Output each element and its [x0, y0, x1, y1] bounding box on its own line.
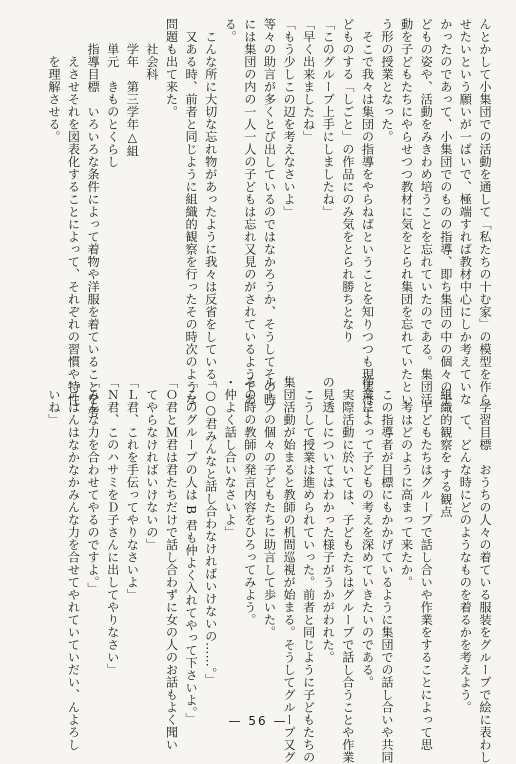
- text-line: 指導目標 いろいろな条件によって着物や洋服を着ていることを考: [86, 18, 101, 418]
- text-line: 「みんな力を合わせてやるのですよ。」: [86, 376, 101, 595]
- text-line: る。: [223, 18, 238, 43]
- text-line: 組織的観察を する観点: [438, 376, 453, 518]
- text-line: どもの姿や、活動をみきわめ培うことを忘れていたのである。集団活: [419, 18, 434, 406]
- text-line: て、どんな時にどのようなものを着るかを考えよう。: [458, 376, 473, 714]
- text-line: かったのであって、小集団でのものの指導、即ち集団の中の個々の子: [438, 18, 453, 406]
- text-line: 学年 第三学年△組: [125, 18, 140, 158]
- text-line: どものする「しごと」の作品にのみ気をとられ勝ちとなり: [340, 18, 355, 343]
- text-line: 「○○君みんなと話し合わなければいけないの……。」: [203, 376, 218, 686]
- text-line: 子どもたちはグループで話し合いや作業をすることによって思: [419, 376, 434, 751]
- text-line: こうして授業は進められていった。前者と同じように子どもたちの: [301, 376, 316, 764]
- text-line: ループの個々の子どもたちに助言して歩いた。: [262, 376, 277, 639]
- text-line: 「このグループの人は B 君も仲よく入れてやって下さいよ。」: [184, 376, 199, 726]
- text-line: 「このグループ上手にしましたね」: [321, 18, 336, 218]
- text-line: 考はどのように高まって来たか。: [399, 376, 414, 589]
- text-line: 又ある時、前者と同じように組織的観察を行ったその時次のような: [184, 18, 199, 406]
- text-line: いね」: [46, 376, 61, 426]
- text-line: 「Ｎ君、このハサミをＤ子さんに出してやりなさい」: [105, 376, 120, 676]
- text-line: には集団の内の一人一人の子どもは忘れ又見のがされているようであ: [242, 18, 257, 406]
- text-line: 等々の助言が多くとび出しているのではなかろうか、そうしてその時: [262, 18, 277, 406]
- text-line: 集団活動が始まると教師の机間巡視が始まる。そうしてグループ又グ: [282, 376, 297, 764]
- text-line: 「Ｌ君、これを手伝ってやりなさいよ」: [125, 376, 140, 601]
- text-line: こんな所に大切な忘れ物があったように我々は反省をしている。: [203, 18, 218, 393]
- text-line: てやらなければいけないの」: [144, 376, 159, 551]
- text-line: せたいという願いが一ぱいで、極端すれば教材中心にしか考えていな: [458, 18, 473, 406]
- text-line: えさせそれを図表化することによって、それぞれの習慣や特性: [66, 18, 81, 406]
- text-line: 学習目標 おうちの人々の着ている服装をグループで絵に表わし: [478, 376, 492, 764]
- text-line: 実際活動に於いては、子どもたちはグループで話し合うことや作業: [340, 376, 355, 764]
- text-line: 単元 きものとくらし: [105, 18, 120, 168]
- text-line: 「もう少しこの辺を考えなさいよ」: [282, 18, 297, 218]
- text-line: う形の授業となった。: [380, 18, 395, 143]
- text-line: 「ニはんはなかなかみんな力を合せてやれていていだい、んよろし: [66, 376, 81, 751]
- text-line: んとかして小集団での活動を通して「私たちの十む家」の模型を作ら: [478, 18, 492, 406]
- text-line: 動を子どもたちにやらせつつ教材に気をとられ集団を忘れていたとい: [399, 18, 414, 406]
- text-line: を理解させる。: [46, 18, 61, 143]
- text-line: そこで我々は集団の指導をやらねばということを知りつつも現実は子: [360, 18, 375, 418]
- text-line: の見透しについてはわかった様子がうかがわれた。: [321, 376, 336, 664]
- page-number: — 56 —: [228, 714, 288, 728]
- text-line: 「Ｏ君とＭ君は君たちだけで話し合わずに女の人のお話もよく聞い: [164, 376, 179, 751]
- text-line: 社会科: [144, 18, 159, 81]
- text-line: 作業によって子どもの考えを深めていきたいのである。: [360, 376, 375, 689]
- text-line: その時の教師の発言内容をひろってみよう。: [242, 376, 257, 626]
- text-line: この指導者が目標にもかかげているように集団での話し合いや共同: [380, 376, 395, 764]
- text-line: 「早く出来ましたね」: [301, 18, 316, 143]
- text-line: ・仲よく話し合いなさいよ」: [223, 376, 238, 539]
- text-line: 問題も出て来た。: [164, 18, 179, 118]
